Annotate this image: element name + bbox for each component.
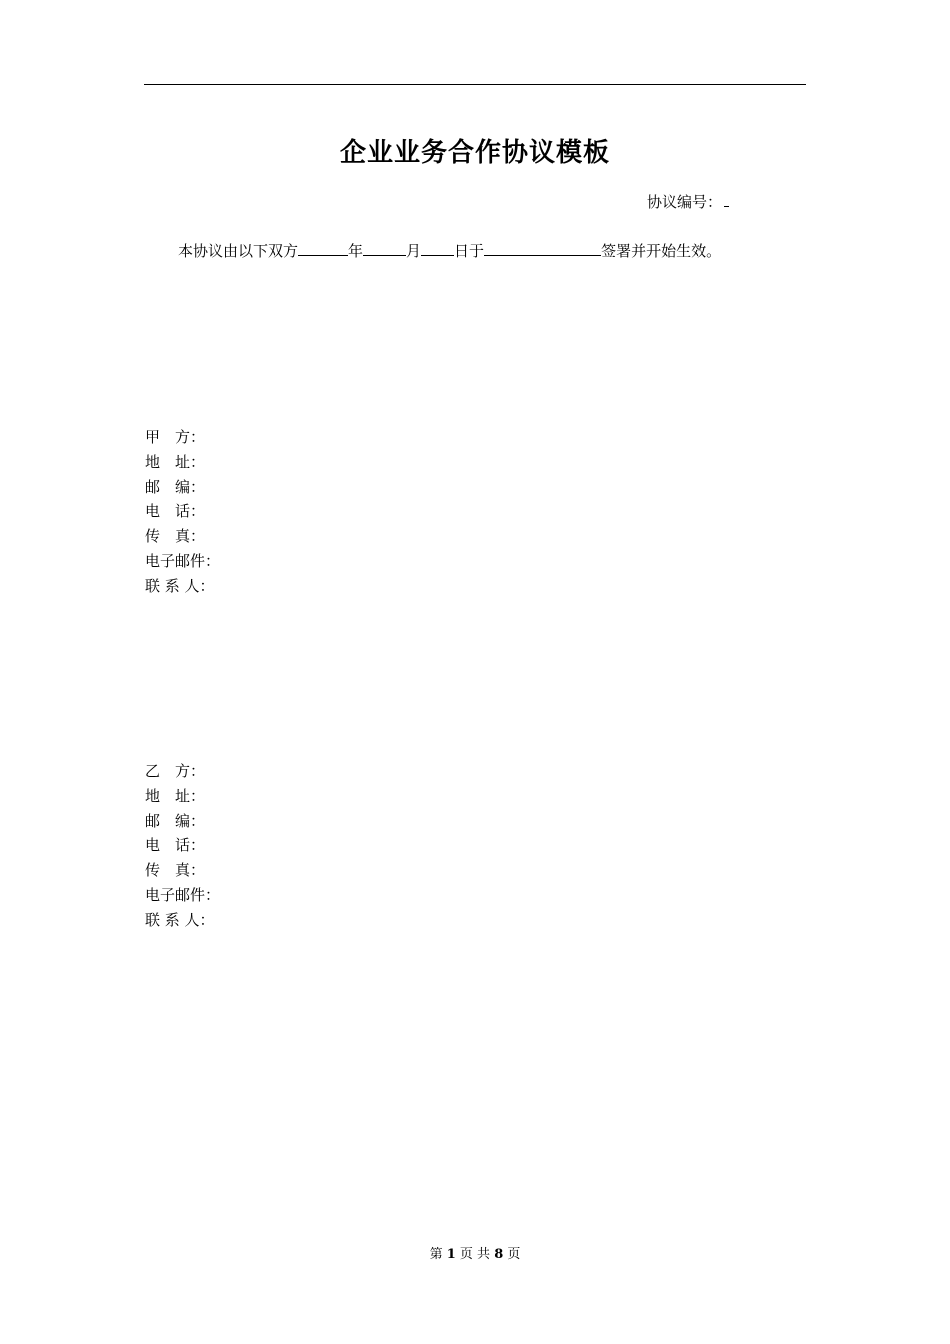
party-b-address-field: 地 址：: [145, 786, 206, 805]
footer-suffix: 页: [507, 1247, 521, 1262]
agreement-number: [647, 191, 729, 213]
party-a-block: [145, 425, 220, 599]
party-a-email-field: 电子邮件：: [145, 551, 221, 570]
place-blank[interactable]: [484, 240, 601, 256]
party-a-name-field: 甲 方：: [145, 428, 206, 446]
year-blank[interactable]: [298, 240, 348, 256]
party-b-email-field: 电子邮件：: [145, 885, 221, 904]
party-b-postcode-field: 邮 编：: [145, 811, 206, 830]
party-b-fax-field: 传 真：: [145, 861, 206, 880]
month-blank[interactable]: [363, 240, 406, 256]
intro-day: 日于: [454, 242, 485, 260]
intro-month: 月: [406, 242, 422, 260]
agreement-number-blank[interactable]: [724, 193, 729, 207]
party-a-postcode-field: 邮 编：: [145, 477, 206, 496]
party-b-block: [145, 759, 220, 933]
current-page-number: 1: [446, 1247, 456, 1262]
party-a-contact-field: 联 系 人：: [145, 576, 215, 595]
intro-part1: 本协议由以下双方: [178, 242, 299, 260]
party-b-contact-field: 联 系 人：: [145, 910, 215, 929]
document-title: 企业业务合作协议模板: [339, 138, 610, 168]
intro-part2: 签署并开始生效。: [601, 242, 722, 260]
intro-year: 年: [348, 242, 364, 260]
intro-sentence: [178, 240, 721, 262]
total-page-number: 8: [494, 1247, 504, 1262]
footer-prefix: 第: [429, 1247, 443, 1262]
party-a-phone-field: 电 话：: [145, 502, 206, 521]
footer-middle: 页 共: [459, 1247, 491, 1262]
header-rule: [144, 84, 806, 85]
day-blank[interactable]: [421, 240, 454, 256]
party-a-address-field: 地 址：: [145, 452, 206, 471]
page-footer: [0, 1245, 950, 1265]
party-b-phone-field: 电 话：: [145, 836, 206, 855]
agreement-number-label: 协议编号：: [647, 193, 723, 211]
party-b-name-field: 乙 方：: [145, 762, 206, 780]
party-a-fax-field: 传 真：: [145, 527, 206, 546]
